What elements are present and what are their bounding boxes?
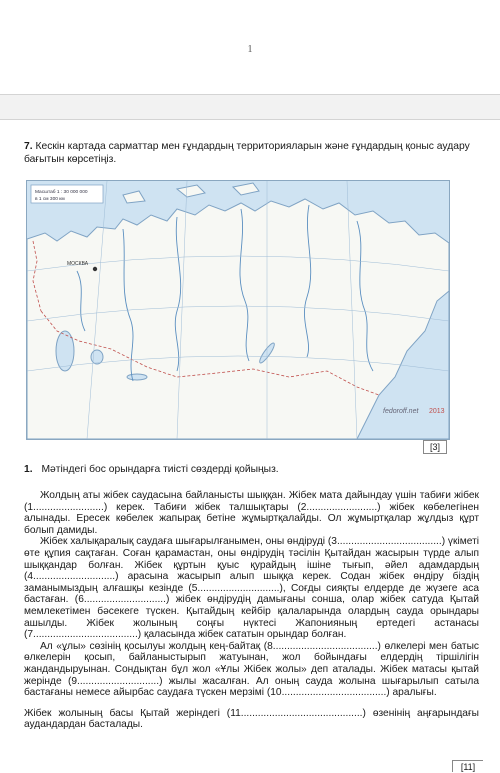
- passage-paragraph-3: Ал «ұлы» сөзінің қосылуы жолдың кең-байтақ (8.....................................) өлкелері мен батыс өлкелерін қосып, байланыстырып жатуынан, жол бойындағы елдердің тіршілігін жандандыруынан. Сондықтан бұл жол «Ұлы Жібек жолы» деп аталады. Жібек матасы қытай жерінде (9.............................) жылы жасалған. Ал оның сауда жолына шығарылып сатыла бастағаны немесе айырбас саудаға түскен мерзімі (10.....................................) аралығы.: [24, 640, 479, 699]
- passage: [24, 490, 479, 731]
- map-watermark-year: 2013: [429, 408, 445, 415]
- page-number: 1: [247, 44, 253, 55]
- map-scale-line1: Масштаб 1 : 30 000 000: [35, 190, 88, 195]
- moscow-marker: [93, 267, 97, 271]
- arctic-island-3: [123, 191, 145, 203]
- passage-paragraph-2: Жібек халықаралық саудаға шығарылғанымен, оны өндіруді (3.....................................) үкіметі өте құпия сақтаған. Соған қарамастан, оны өндірудің тәсілін Қытайдан жасырын түрде алып шыққандар болған. Жібек құртын қуыс қурайдың ішіне тығып, әйел адамдардың (4.............................) арасына жасырып алып шыққа керек. Содан жібек өндіру біздің заманымыздың алғашқы кезінде (5.............................), Соғды сияқты елдерде де жүзеге аса бастаған. (6.............................) жібек өндірудің дамығаны сонша, олар жібек сатуда Қытай мемлекетімен бәсекеге түскен. Қытайдың кейбір қалаларында олардың сауда орындары ашылды. Жібек жолының соңғы нүктесі Жапонияның ертедегі астанасы (7.....................................) қаласында жібек сататын орындар болған.: [24, 536, 479, 641]
- arctic-island-1: [177, 185, 205, 197]
- question-1-number: 1.: [24, 464, 33, 475]
- task-7: [24, 140, 480, 166]
- task-7-number: 7.: [24, 141, 33, 152]
- map-city-label: МОСКВА: [67, 261, 89, 267]
- lake-balkhash: [127, 374, 147, 380]
- arctic-island-2: [233, 183, 259, 195]
- score-question-1: [11]: [452, 760, 483, 772]
- question-1-text: Мәтіндегі бос орындарға тиісті сөздерді қойыңыз.: [41, 464, 279, 475]
- score-task-7: [3]: [423, 440, 447, 454]
- passage-paragraph-1: Жолдың аты жібек саудасына байланысты шыққан. Жібек мата дайындау үшін табиғи жібек (1.........................) керек. Табиғи жібек талшықтары (2.........................) жібек көбелегінен алынады. Ересек көбелек жапырақ бетіне жұмыртқалайды. Ол жұмыртқалар жұлдыз құрт болып дамиды.: [24, 490, 479, 536]
- caspian-sea: [56, 331, 74, 371]
- map-watermark: fedoroff.net: [383, 408, 419, 415]
- passage-paragraph-4: Жібек жолының басы Қытай жеріндегі (11...........................................) өзенінің аңғарындағы аудандардан басталады.: [24, 707, 479, 731]
- map-scale-line2: в 1 см 300 км: [35, 197, 65, 202]
- task-7-text: Кескін картада сарматтар мен ғұндардың территорияларын және ғұндардың қоныс аудару бағытын көрсетіңіз.: [24, 141, 470, 165]
- outline-map: [26, 180, 450, 440]
- question-1: [24, 464, 480, 475]
- map-drawing: [27, 181, 449, 439]
- header-band: [0, 94, 500, 120]
